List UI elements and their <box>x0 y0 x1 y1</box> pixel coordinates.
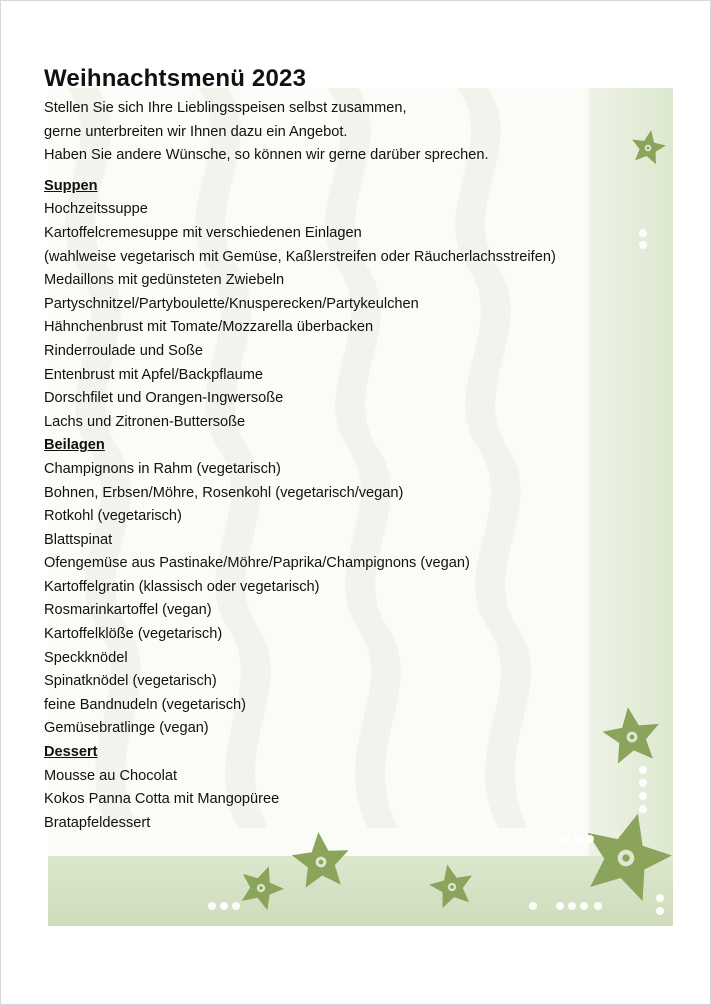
section-heading: Suppen <box>44 177 98 194</box>
intro-text <box>44 97 664 168</box>
intro-line: Haben Sie andere Wünsche, so können wir gerne darüber sprechen. <box>44 147 489 164</box>
menu-item: Lachs und Zitronen-Buttersoße <box>44 413 246 430</box>
menu-item: Speckknödel <box>44 649 128 666</box>
menu-item: Rotkohl (vegetarisch) <box>44 508 182 525</box>
menu-item: Rosmarinkartoffel (vegan) <box>44 602 212 619</box>
menu-item: Rinderroulade und Soße <box>44 342 204 359</box>
intro-line: Stellen Sie sich Ihre Lieblingsspeisen selbst zusammen, <box>44 100 407 116</box>
menu-item: Kartoffelklöße (vegetarisch) <box>44 626 223 643</box>
section-beilagen <box>44 434 664 741</box>
intro-line: gerne unterbreiten wir Ihnen dazu ein Angebot. <box>44 123 348 140</box>
menu-item: (wahlweise vegetarisch mit Gemüse, Kaßlerstreifen oder Räucherlachsstreifen) <box>44 248 556 265</box>
section-heading: Dessert <box>44 744 98 761</box>
menu-item: Bratapfeldessert <box>44 814 151 831</box>
section-heading: Beilagen <box>44 437 105 454</box>
section-dessert <box>44 741 664 835</box>
menu-item: Partyschnitzel/Partyboulette/Knusperecken/Partykeulchen <box>44 295 419 312</box>
menu-item: Medaillons mit gedünsteten Zwiebeln <box>44 272 285 289</box>
menu-item: Kokos Panna Cotta mit Mangopüree <box>44 791 280 808</box>
menu-item: Bohnen, Erbsen/Möhre, Rosenkohl (vegetarisch/vegan) <box>44 484 404 501</box>
bottom-border-band <box>48 856 673 926</box>
menu-item: Hähnchenbrust mit Tomate/Mozzarella überbacken <box>44 319 374 336</box>
menu-content <box>44 64 664 835</box>
page-title: Weihnachtsmenü 2023 <box>44 65 307 92</box>
menu-item: Ofengemüse aus Pastinake/Möhre/Paprika/Champignons (vegan) <box>44 555 470 572</box>
menu-item: Gemüsebratlinge (vegan) <box>44 720 209 737</box>
menu-item: Mousse au Chocolat <box>44 767 178 784</box>
menu-item: Spinatknödel (vegetarisch) <box>44 673 217 690</box>
menu-item: Kartoffelcremesuppe mit verschiedenen Einlagen <box>44 224 362 241</box>
menu-item: feine Bandnudeln (vegetarisch) <box>44 696 247 713</box>
menu-item: Dorschfilet und Orangen-Ingwersoße <box>44 390 284 407</box>
section-suppen <box>44 175 664 435</box>
menu-item: Champignons in Rahm (vegetarisch) <box>44 460 281 477</box>
menu-item: Hochzeitssuppe <box>44 201 148 218</box>
menu-item: Entenbrust mit Apfel/Backpflaume <box>44 366 264 383</box>
menu-item: Blattspinat <box>44 531 113 548</box>
menu-item: Kartoffelgratin (klassisch oder vegetarisch) <box>44 578 320 595</box>
